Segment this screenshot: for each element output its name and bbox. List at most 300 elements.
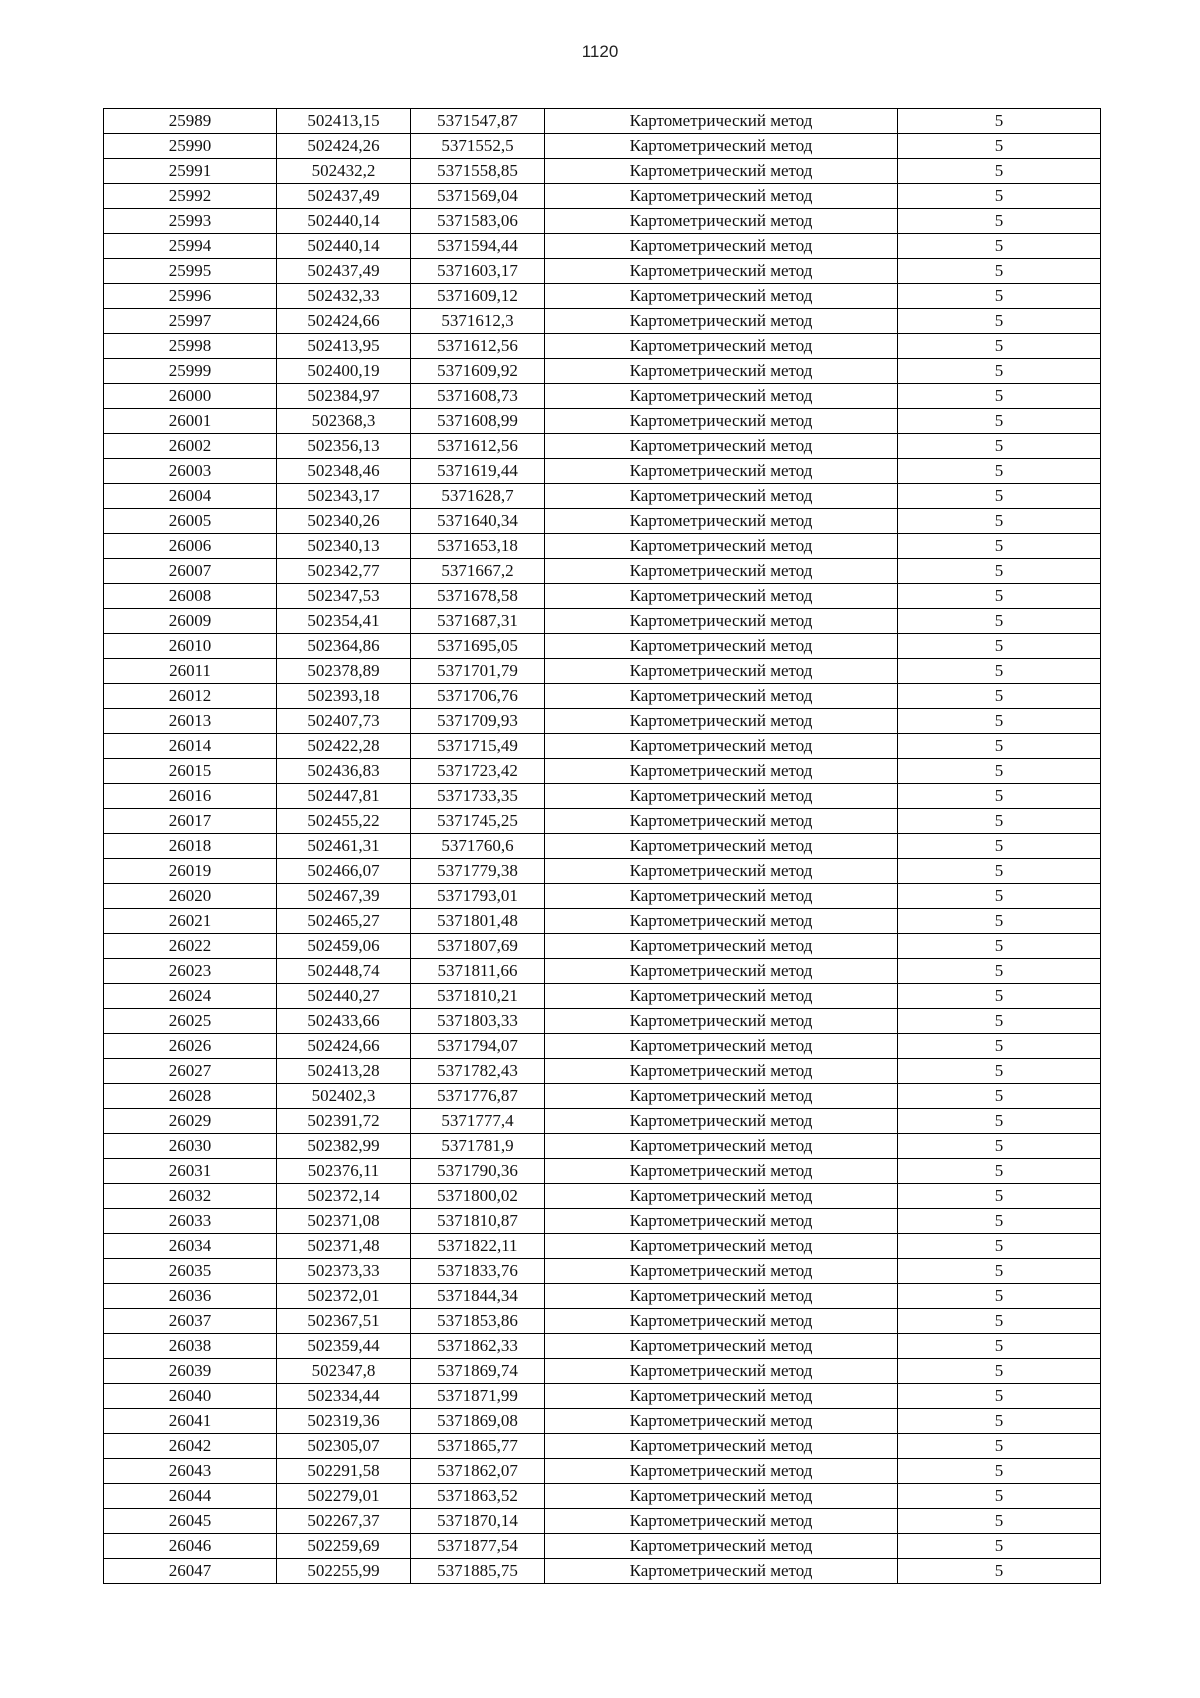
precision-cell: 5 — [898, 534, 1101, 559]
method-cell: Картометрический метод — [545, 559, 898, 584]
y-coordinate-cell: 5371628,7 — [411, 484, 545, 509]
y-coordinate-cell: 5371695,05 — [411, 634, 545, 659]
method-cell: Картометрический метод — [545, 459, 898, 484]
method-cell: Картометрический метод — [545, 1259, 898, 1284]
precision-cell: 5 — [898, 1409, 1101, 1434]
method-cell: Картометрический метод — [545, 109, 898, 134]
method-cell: Картометрический метод — [545, 1534, 898, 1559]
precision-cell: 5 — [898, 134, 1101, 159]
precision-cell: 5 — [898, 1159, 1101, 1184]
x-coordinate-cell: 502413,15 — [277, 109, 411, 134]
table-row — [104, 684, 1101, 709]
method-cell: Картометрический метод — [545, 984, 898, 1009]
table-row — [104, 1484, 1101, 1509]
table-row — [104, 234, 1101, 259]
precision-cell: 5 — [898, 1509, 1101, 1534]
x-coordinate-cell: 502359,44 — [277, 1334, 411, 1359]
point-number-cell: 26036 — [104, 1284, 277, 1309]
precision-cell: 5 — [898, 734, 1101, 759]
x-coordinate-cell: 502432,2 — [277, 159, 411, 184]
table-row — [104, 459, 1101, 484]
method-cell: Картометрический метод — [545, 434, 898, 459]
precision-cell: 5 — [898, 184, 1101, 209]
point-number-cell: 26039 — [104, 1359, 277, 1384]
method-cell: Картометрический метод — [545, 1109, 898, 1134]
method-cell: Картометрический метод — [545, 1284, 898, 1309]
method-cell: Картометрический метод — [545, 309, 898, 334]
method-cell: Картометрический метод — [545, 134, 898, 159]
point-number-cell: 25999 — [104, 359, 277, 384]
point-number-cell: 26004 — [104, 484, 277, 509]
table-row — [104, 1459, 1101, 1484]
precision-cell: 5 — [898, 1134, 1101, 1159]
y-coordinate-cell: 5371779,38 — [411, 859, 545, 884]
x-coordinate-cell: 502378,89 — [277, 659, 411, 684]
table-row — [104, 1059, 1101, 1084]
method-cell: Картометрический метод — [545, 759, 898, 784]
point-number-cell: 26042 — [104, 1434, 277, 1459]
method-cell: Картометрический метод — [545, 209, 898, 234]
x-coordinate-cell: 502432,33 — [277, 284, 411, 309]
point-number-cell: 25995 — [104, 259, 277, 284]
y-coordinate-cell: 5371547,87 — [411, 109, 545, 134]
x-coordinate-cell: 502267,37 — [277, 1509, 411, 1534]
point-number-cell: 26017 — [104, 809, 277, 834]
y-coordinate-cell: 5371603,17 — [411, 259, 545, 284]
precision-cell: 5 — [898, 1559, 1101, 1584]
point-number-cell: 26029 — [104, 1109, 277, 1134]
method-cell: Картометрический метод — [545, 884, 898, 909]
precision-cell: 5 — [898, 1259, 1101, 1284]
method-cell: Картометрический метод — [545, 384, 898, 409]
point-number-cell: 26040 — [104, 1384, 277, 1409]
table-row — [104, 909, 1101, 934]
x-coordinate-cell: 502382,99 — [277, 1134, 411, 1159]
precision-cell: 5 — [898, 459, 1101, 484]
y-coordinate-cell: 5371869,74 — [411, 1359, 545, 1384]
method-cell: Картометрический метод — [545, 934, 898, 959]
y-coordinate-cell: 5371723,42 — [411, 759, 545, 784]
point-number-cell: 26041 — [104, 1409, 277, 1434]
y-coordinate-cell: 5371594,44 — [411, 234, 545, 259]
precision-cell: 5 — [898, 1084, 1101, 1109]
point-number-cell: 26016 — [104, 784, 277, 809]
method-cell: Картометрический метод — [545, 359, 898, 384]
point-number-cell: 26020 — [104, 884, 277, 909]
y-coordinate-cell: 5371612,3 — [411, 309, 545, 334]
table-row — [104, 984, 1101, 1009]
x-coordinate-cell: 502447,81 — [277, 784, 411, 809]
precision-cell: 5 — [898, 1284, 1101, 1309]
x-coordinate-cell: 502424,26 — [277, 134, 411, 159]
point-number-cell: 25992 — [104, 184, 277, 209]
coordinates-table — [103, 108, 1101, 1584]
method-cell: Картометрический метод — [545, 809, 898, 834]
y-coordinate-cell: 5371552,5 — [411, 134, 545, 159]
y-coordinate-cell: 5371667,2 — [411, 559, 545, 584]
precision-cell: 5 — [898, 109, 1101, 134]
precision-cell: 5 — [898, 659, 1101, 684]
page-number: 1120 — [581, 42, 619, 61]
precision-cell: 5 — [898, 809, 1101, 834]
method-cell: Картометрический метод — [545, 159, 898, 184]
point-number-cell: 26011 — [104, 659, 277, 684]
point-number-cell: 26032 — [104, 1184, 277, 1209]
y-coordinate-cell: 5371862,33 — [411, 1334, 545, 1359]
x-coordinate-cell: 502455,22 — [277, 809, 411, 834]
x-coordinate-cell: 502259,69 — [277, 1534, 411, 1559]
precision-cell: 5 — [898, 1434, 1101, 1459]
x-coordinate-cell: 502319,36 — [277, 1409, 411, 1434]
table-row — [104, 334, 1101, 359]
method-cell: Картометрический метод — [545, 1234, 898, 1259]
precision-cell: 5 — [898, 1534, 1101, 1559]
x-coordinate-cell: 502413,28 — [277, 1059, 411, 1084]
point-number-cell: 26001 — [104, 409, 277, 434]
y-coordinate-cell: 5371790,36 — [411, 1159, 545, 1184]
method-cell: Картометрический метод — [545, 1084, 898, 1109]
precision-cell: 5 — [898, 934, 1101, 959]
point-number-cell: 26044 — [104, 1484, 277, 1509]
precision-cell: 5 — [898, 1234, 1101, 1259]
table-row — [104, 1284, 1101, 1309]
table-row — [104, 409, 1101, 434]
table-row — [104, 509, 1101, 534]
point-number-cell: 26033 — [104, 1209, 277, 1234]
x-coordinate-cell: 502437,49 — [277, 184, 411, 209]
table-row — [104, 134, 1101, 159]
table-row — [104, 1384, 1101, 1409]
method-cell: Картометрический метод — [545, 1334, 898, 1359]
table-row — [104, 1434, 1101, 1459]
method-cell: Картометрический метод — [545, 534, 898, 559]
table-row — [104, 884, 1101, 909]
table-row — [104, 1159, 1101, 1184]
method-cell: Картометрический метод — [545, 409, 898, 434]
precision-cell: 5 — [898, 1309, 1101, 1334]
table-row — [104, 859, 1101, 884]
table-row — [104, 384, 1101, 409]
table-row — [104, 1309, 1101, 1334]
y-coordinate-cell: 5371678,58 — [411, 584, 545, 609]
precision-cell: 5 — [898, 609, 1101, 634]
y-coordinate-cell: 5371777,4 — [411, 1109, 545, 1134]
y-coordinate-cell: 5371781,9 — [411, 1134, 545, 1159]
table-row — [104, 959, 1101, 984]
table-row — [104, 1009, 1101, 1034]
point-number-cell: 25998 — [104, 334, 277, 359]
point-number-cell: 26028 — [104, 1084, 277, 1109]
y-coordinate-cell: 5371745,25 — [411, 809, 545, 834]
precision-cell: 5 — [898, 584, 1101, 609]
x-coordinate-cell: 502391,72 — [277, 1109, 411, 1134]
precision-cell: 5 — [898, 409, 1101, 434]
method-cell: Картометрический метод — [545, 284, 898, 309]
x-coordinate-cell: 502467,39 — [277, 884, 411, 909]
y-coordinate-cell: 5371701,79 — [411, 659, 545, 684]
x-coordinate-cell: 502372,01 — [277, 1284, 411, 1309]
point-number-cell: 26037 — [104, 1309, 277, 1334]
x-coordinate-cell: 502436,83 — [277, 759, 411, 784]
precision-cell: 5 — [898, 959, 1101, 984]
precision-cell: 5 — [898, 1009, 1101, 1034]
point-number-cell: 26030 — [104, 1134, 277, 1159]
table-row — [104, 434, 1101, 459]
method-cell: Картометрический метод — [545, 959, 898, 984]
point-number-cell: 26018 — [104, 834, 277, 859]
y-coordinate-cell: 5371801,48 — [411, 909, 545, 934]
point-number-cell: 26013 — [104, 709, 277, 734]
precision-cell: 5 — [898, 559, 1101, 584]
x-coordinate-cell: 502368,3 — [277, 409, 411, 434]
x-coordinate-cell: 502279,01 — [277, 1484, 411, 1509]
method-cell: Картометрический метод — [545, 609, 898, 634]
table-row — [104, 759, 1101, 784]
table-row — [104, 634, 1101, 659]
y-coordinate-cell: 5371871,99 — [411, 1384, 545, 1409]
precision-cell: 5 — [898, 1484, 1101, 1509]
x-coordinate-cell: 502402,3 — [277, 1084, 411, 1109]
method-cell: Картометрический метод — [545, 1434, 898, 1459]
method-cell: Картометрический метод — [545, 834, 898, 859]
method-cell: Картометрический метод — [545, 1409, 898, 1434]
precision-cell: 5 — [898, 284, 1101, 309]
y-coordinate-cell: 5371885,75 — [411, 1559, 545, 1584]
table-row — [104, 484, 1101, 509]
point-number-cell: 26031 — [104, 1159, 277, 1184]
precision-cell: 5 — [898, 159, 1101, 184]
x-coordinate-cell: 502466,07 — [277, 859, 411, 884]
table-row — [104, 934, 1101, 959]
y-coordinate-cell: 5371653,18 — [411, 534, 545, 559]
x-coordinate-cell: 502371,08 — [277, 1209, 411, 1234]
method-cell: Картометрический метод — [545, 1159, 898, 1184]
precision-cell: 5 — [898, 1059, 1101, 1084]
point-number-cell: 26002 — [104, 434, 277, 459]
precision-cell: 5 — [898, 234, 1101, 259]
table-row — [104, 559, 1101, 584]
point-number-cell: 26006 — [104, 534, 277, 559]
y-coordinate-cell: 5371794,07 — [411, 1034, 545, 1059]
y-coordinate-cell: 5371870,14 — [411, 1509, 545, 1534]
point-number-cell: 26034 — [104, 1234, 277, 1259]
point-number-cell: 26009 — [104, 609, 277, 634]
y-coordinate-cell: 5371558,85 — [411, 159, 545, 184]
y-coordinate-cell: 5371810,21 — [411, 984, 545, 1009]
method-cell: Картометрический метод — [545, 1009, 898, 1034]
precision-cell: 5 — [898, 359, 1101, 384]
x-coordinate-cell: 502367,51 — [277, 1309, 411, 1334]
x-coordinate-cell: 502407,73 — [277, 709, 411, 734]
precision-cell: 5 — [898, 484, 1101, 509]
y-coordinate-cell: 5371687,31 — [411, 609, 545, 634]
table-row — [104, 1134, 1101, 1159]
precision-cell: 5 — [898, 1184, 1101, 1209]
y-coordinate-cell: 5371782,43 — [411, 1059, 545, 1084]
point-number-cell: 26035 — [104, 1259, 277, 1284]
y-coordinate-cell: 5371853,86 — [411, 1309, 545, 1334]
y-coordinate-cell: 5371810,87 — [411, 1209, 545, 1234]
point-number-cell: 25996 — [104, 284, 277, 309]
method-cell: Картометрический метод — [545, 1209, 898, 1234]
method-cell: Картометрический метод — [545, 1559, 898, 1584]
method-cell: Картометрический метод — [545, 334, 898, 359]
x-coordinate-cell: 502413,95 — [277, 334, 411, 359]
table-row — [104, 1509, 1101, 1534]
x-coordinate-cell: 502437,49 — [277, 259, 411, 284]
precision-cell: 5 — [898, 1209, 1101, 1234]
point-number-cell: 26027 — [104, 1059, 277, 1084]
y-coordinate-cell: 5371608,73 — [411, 384, 545, 409]
point-number-cell: 26000 — [104, 384, 277, 409]
x-coordinate-cell: 502356,13 — [277, 434, 411, 459]
x-coordinate-cell: 502440,14 — [277, 209, 411, 234]
precision-cell: 5 — [898, 1384, 1101, 1409]
point-number-cell: 26003 — [104, 459, 277, 484]
precision-cell: 5 — [898, 309, 1101, 334]
y-coordinate-cell: 5371612,56 — [411, 334, 545, 359]
table-row — [104, 809, 1101, 834]
y-coordinate-cell: 5371733,35 — [411, 784, 545, 809]
precision-cell: 5 — [898, 1034, 1101, 1059]
x-coordinate-cell: 502255,99 — [277, 1559, 411, 1584]
x-coordinate-cell: 502334,44 — [277, 1384, 411, 1409]
method-cell: Картометрический метод — [545, 484, 898, 509]
point-number-cell: 26008 — [104, 584, 277, 609]
point-number-cell: 26014 — [104, 734, 277, 759]
y-coordinate-cell: 5371609,92 — [411, 359, 545, 384]
x-coordinate-cell: 502384,97 — [277, 384, 411, 409]
table-row — [104, 1234, 1101, 1259]
table-row — [104, 109, 1101, 134]
method-cell: Картометрический метод — [545, 1384, 898, 1409]
method-cell: Картометрический метод — [545, 734, 898, 759]
coordinates-table-body — [104, 109, 1101, 1584]
method-cell: Картометрический метод — [545, 709, 898, 734]
y-coordinate-cell: 5371640,34 — [411, 509, 545, 534]
table-row — [104, 209, 1101, 234]
method-cell: Картометрический метод — [545, 234, 898, 259]
x-coordinate-cell: 502373,33 — [277, 1259, 411, 1284]
point-number-cell: 26046 — [104, 1534, 277, 1559]
table-row — [104, 609, 1101, 634]
x-coordinate-cell: 502440,14 — [277, 234, 411, 259]
table-row — [104, 534, 1101, 559]
x-coordinate-cell: 502364,86 — [277, 634, 411, 659]
method-cell: Картометрический метод — [545, 909, 898, 934]
method-cell: Картометрический метод — [545, 1309, 898, 1334]
point-number-cell: 26026 — [104, 1034, 277, 1059]
precision-cell: 5 — [898, 1334, 1101, 1359]
precision-cell: 5 — [898, 859, 1101, 884]
precision-cell: 5 — [898, 209, 1101, 234]
table-row — [104, 184, 1101, 209]
y-coordinate-cell: 5371569,04 — [411, 184, 545, 209]
point-number-cell: 26012 — [104, 684, 277, 709]
table-row — [104, 1084, 1101, 1109]
x-coordinate-cell: 502291,58 — [277, 1459, 411, 1484]
method-cell: Картометрический метод — [545, 1184, 898, 1209]
point-number-cell: 26047 — [104, 1559, 277, 1584]
x-coordinate-cell: 502354,41 — [277, 609, 411, 634]
x-coordinate-cell: 502340,13 — [277, 534, 411, 559]
table-row — [104, 659, 1101, 684]
precision-cell: 5 — [898, 984, 1101, 1009]
x-coordinate-cell: 502400,19 — [277, 359, 411, 384]
method-cell: Картометрический метод — [545, 1484, 898, 1509]
y-coordinate-cell: 5371877,54 — [411, 1534, 545, 1559]
x-coordinate-cell: 502371,48 — [277, 1234, 411, 1259]
x-coordinate-cell: 502448,74 — [277, 959, 411, 984]
table-row — [104, 159, 1101, 184]
x-coordinate-cell: 502347,53 — [277, 584, 411, 609]
x-coordinate-cell: 502393,18 — [277, 684, 411, 709]
precision-cell: 5 — [898, 1459, 1101, 1484]
table-row — [104, 1109, 1101, 1134]
point-number-cell: 26043 — [104, 1459, 277, 1484]
method-cell: Картометрический метод — [545, 659, 898, 684]
x-coordinate-cell: 502376,11 — [277, 1159, 411, 1184]
method-cell: Картометрический метод — [545, 1509, 898, 1534]
x-coordinate-cell: 502422,28 — [277, 734, 411, 759]
table-row — [104, 709, 1101, 734]
y-coordinate-cell: 5371863,52 — [411, 1484, 545, 1509]
precision-cell: 5 — [898, 834, 1101, 859]
precision-cell: 5 — [898, 384, 1101, 409]
method-cell: Картометрический метод — [545, 584, 898, 609]
point-number-cell: 26019 — [104, 859, 277, 884]
x-coordinate-cell: 502440,27 — [277, 984, 411, 1009]
table-row — [104, 1259, 1101, 1284]
method-cell: Картометрический метод — [545, 1359, 898, 1384]
x-coordinate-cell: 502424,66 — [277, 309, 411, 334]
point-number-cell: 25991 — [104, 159, 277, 184]
table-row — [104, 359, 1101, 384]
table-row — [104, 309, 1101, 334]
point-number-cell: 25989 — [104, 109, 277, 134]
y-coordinate-cell: 5371822,11 — [411, 1234, 545, 1259]
x-coordinate-cell: 502343,17 — [277, 484, 411, 509]
method-cell: Картометрический метод — [545, 1034, 898, 1059]
point-number-cell: 25994 — [104, 234, 277, 259]
table-row — [104, 584, 1101, 609]
method-cell: Картометрический метод — [545, 1059, 898, 1084]
table-row — [104, 1559, 1101, 1584]
method-cell: Картометрический метод — [545, 784, 898, 809]
y-coordinate-cell: 5371807,69 — [411, 934, 545, 959]
x-coordinate-cell: 502465,27 — [277, 909, 411, 934]
method-cell: Картометрический метод — [545, 1459, 898, 1484]
point-number-cell: 26007 — [104, 559, 277, 584]
y-coordinate-cell: 5371619,44 — [411, 459, 545, 484]
y-coordinate-cell: 5371869,08 — [411, 1409, 545, 1434]
y-coordinate-cell: 5371862,07 — [411, 1459, 545, 1484]
method-cell: Картометрический метод — [545, 259, 898, 284]
method-cell: Картометрический метод — [545, 509, 898, 534]
y-coordinate-cell: 5371608,99 — [411, 409, 545, 434]
point-number-cell: 26015 — [104, 759, 277, 784]
table-row — [104, 834, 1101, 859]
x-coordinate-cell: 502372,14 — [277, 1184, 411, 1209]
table-row — [104, 784, 1101, 809]
point-number-cell: 26024 — [104, 984, 277, 1009]
precision-cell: 5 — [898, 684, 1101, 709]
precision-cell: 5 — [898, 259, 1101, 284]
point-number-cell: 26022 — [104, 934, 277, 959]
table-row — [104, 259, 1101, 284]
table-row — [104, 1184, 1101, 1209]
point-number-cell: 25990 — [104, 134, 277, 159]
